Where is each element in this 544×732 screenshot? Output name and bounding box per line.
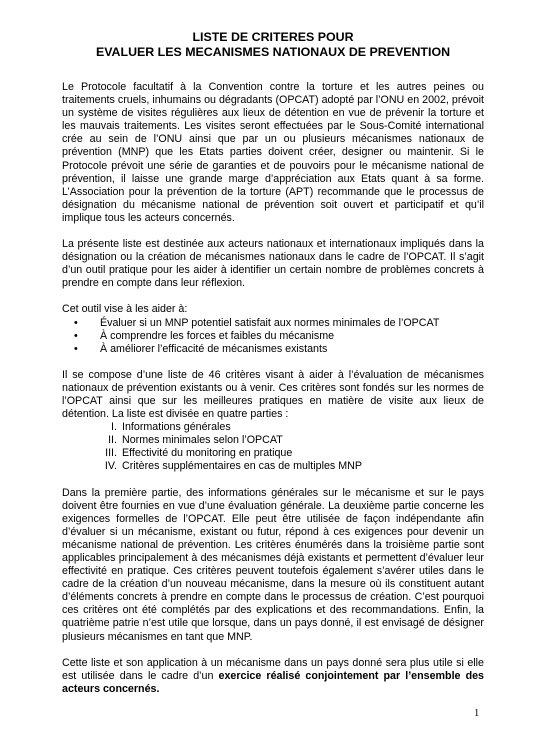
list-item: I. Informations générales: [62, 421, 484, 434]
part-number: III.: [105, 447, 117, 460]
part-number: IV.: [104, 460, 117, 473]
document-title: [62, 30, 484, 60]
list-item: IV. Critères supplémentaires en cas de multiples MNP: [62, 460, 484, 473]
conclusion-paragraph: Cette liste et son application à un mécanisme dans un pays donné sera plus utile si elle est utilisée dans le cadre d’un exercice réalisé conjointement par l’ensemble des acteurs concernés.: [62, 656, 484, 695]
title-line-1: LISTE DE CRITERES POUR: [192, 30, 354, 44]
intro-paragraph: Le Protocole facultatif à la Convention contre la torture et les autres peines ou traitements cruels, inhumains ou dégradants (OPCAT) adopté par l’ONU en 2002, prévoit un système de visites régulières aux lieux de détention en vue de prévenir la torture et les mauvais traitements. Les visites seront effectuées par le Sous-Comité international crée au sein de l’ONU ainsi que par un ou plusieurs mécanismes nationaux de prévention (MNP) que les Etats parties doivent créer, designer ou maintenir. Si le Protocole prévoit une série de garanties et de pouvoirs pour le mécanisme national de prévention, il laisse une grande marge d’appréciation aux Etats quant à sa forme. L’Association pour la prévention de la torture (APT) recommande que le processus de désignation du mécanisme national de prévention soit ouvert et participatif et qu’il implique tous les acteurs concernés.: [62, 81, 484, 224]
title-line-2: EVALUER LES MECANISMES NATIONAUX DE PREVENTION: [95, 45, 451, 59]
bullet-icon: •: [74, 342, 78, 355]
list-item: III. Effectivité du monitoring en pratique: [62, 447, 484, 460]
aims-list: [62, 317, 484, 356]
list-item: • À améliorer l’efficacité de mécanismes existants: [74, 342, 328, 355]
emphasis-text: exercice réalisé conjointement par l’ensemble des acteurs concernés.: [62, 669, 484, 695]
list-item: • À comprendre les forces et faibles du mécanisme: [74, 329, 335, 342]
page-number: 1: [474, 708, 480, 719]
structure-paragraph: Il se compose d’une liste de 46 critères visant à aider à l’évaluation de mécanismes nationaux de prévention existants ou à venir. Ces critères sont fondés sur les normes de l’OPCAT ainsi que sur les meilleures pratiques en matière de visite aux lieux de détention. La liste est divisée en quatre parties :: [62, 368, 484, 421]
parts-list: [62, 421, 484, 473]
parts-description-paragraph: Dans la première partie, des informations générales sur le mécanisme et sur le pays doivent être fournies en vue d’une évaluation générale. La deuxième partie concerne les exigences formelles de l’OPCAT. Elle peut être utilisée de façon indépendante afin d’évaluer si un mécanisme, existant ou futur, répond à ces exigences pour devenir un mécanisme national de prévention. Les critères énumérés dans la troisième partie sont applicables principalement à des mécanismes déjà existants et permettent d’évaluer leur effectivité en pratique. Ces critères peuvent toutefois également s’avérer utiles dans le cadre de la création d’un nouveau mécanisme, dans la mesure où ils constituent autant d’éléments concrets à prendre en compte dans le processus de création. C’est pourquoi ces critères ont été complétés par des explications et des recommandations. Enfin, la quatrième patrie n’est utile que lorsque, dans un pays donné, il est envisagé de désigner plusieurs mécanismes en tant que MNP.: [62, 486, 484, 643]
part-number: I.: [111, 421, 117, 434]
purpose-paragraph: La présente liste est destinée aux acteurs nationaux et internationaux impliqués dans la désignation ou la création de mécanismes nationaux dans le cadre de l’OPCAT. Il s’agit d’un outil pratique pour les aider à identifier un certain nombre de problèmes concrets à prendre en compte dans leur réflexion.: [62, 238, 484, 290]
document-page: [62, 30, 484, 696]
bullet-icon: •: [74, 329, 78, 342]
tool-aims-intro: Cet outil vise à les aider à:: [62, 303, 188, 316]
list-item: • Évaluer si un MNP potentiel satisfait aux normes minimales de l’OPCAT: [74, 316, 440, 329]
bullet-icon: •: [74, 316, 78, 329]
list-item: II. Normes minimales selon l’OPCAT: [62, 434, 484, 447]
part-number: II.: [108, 434, 117, 447]
